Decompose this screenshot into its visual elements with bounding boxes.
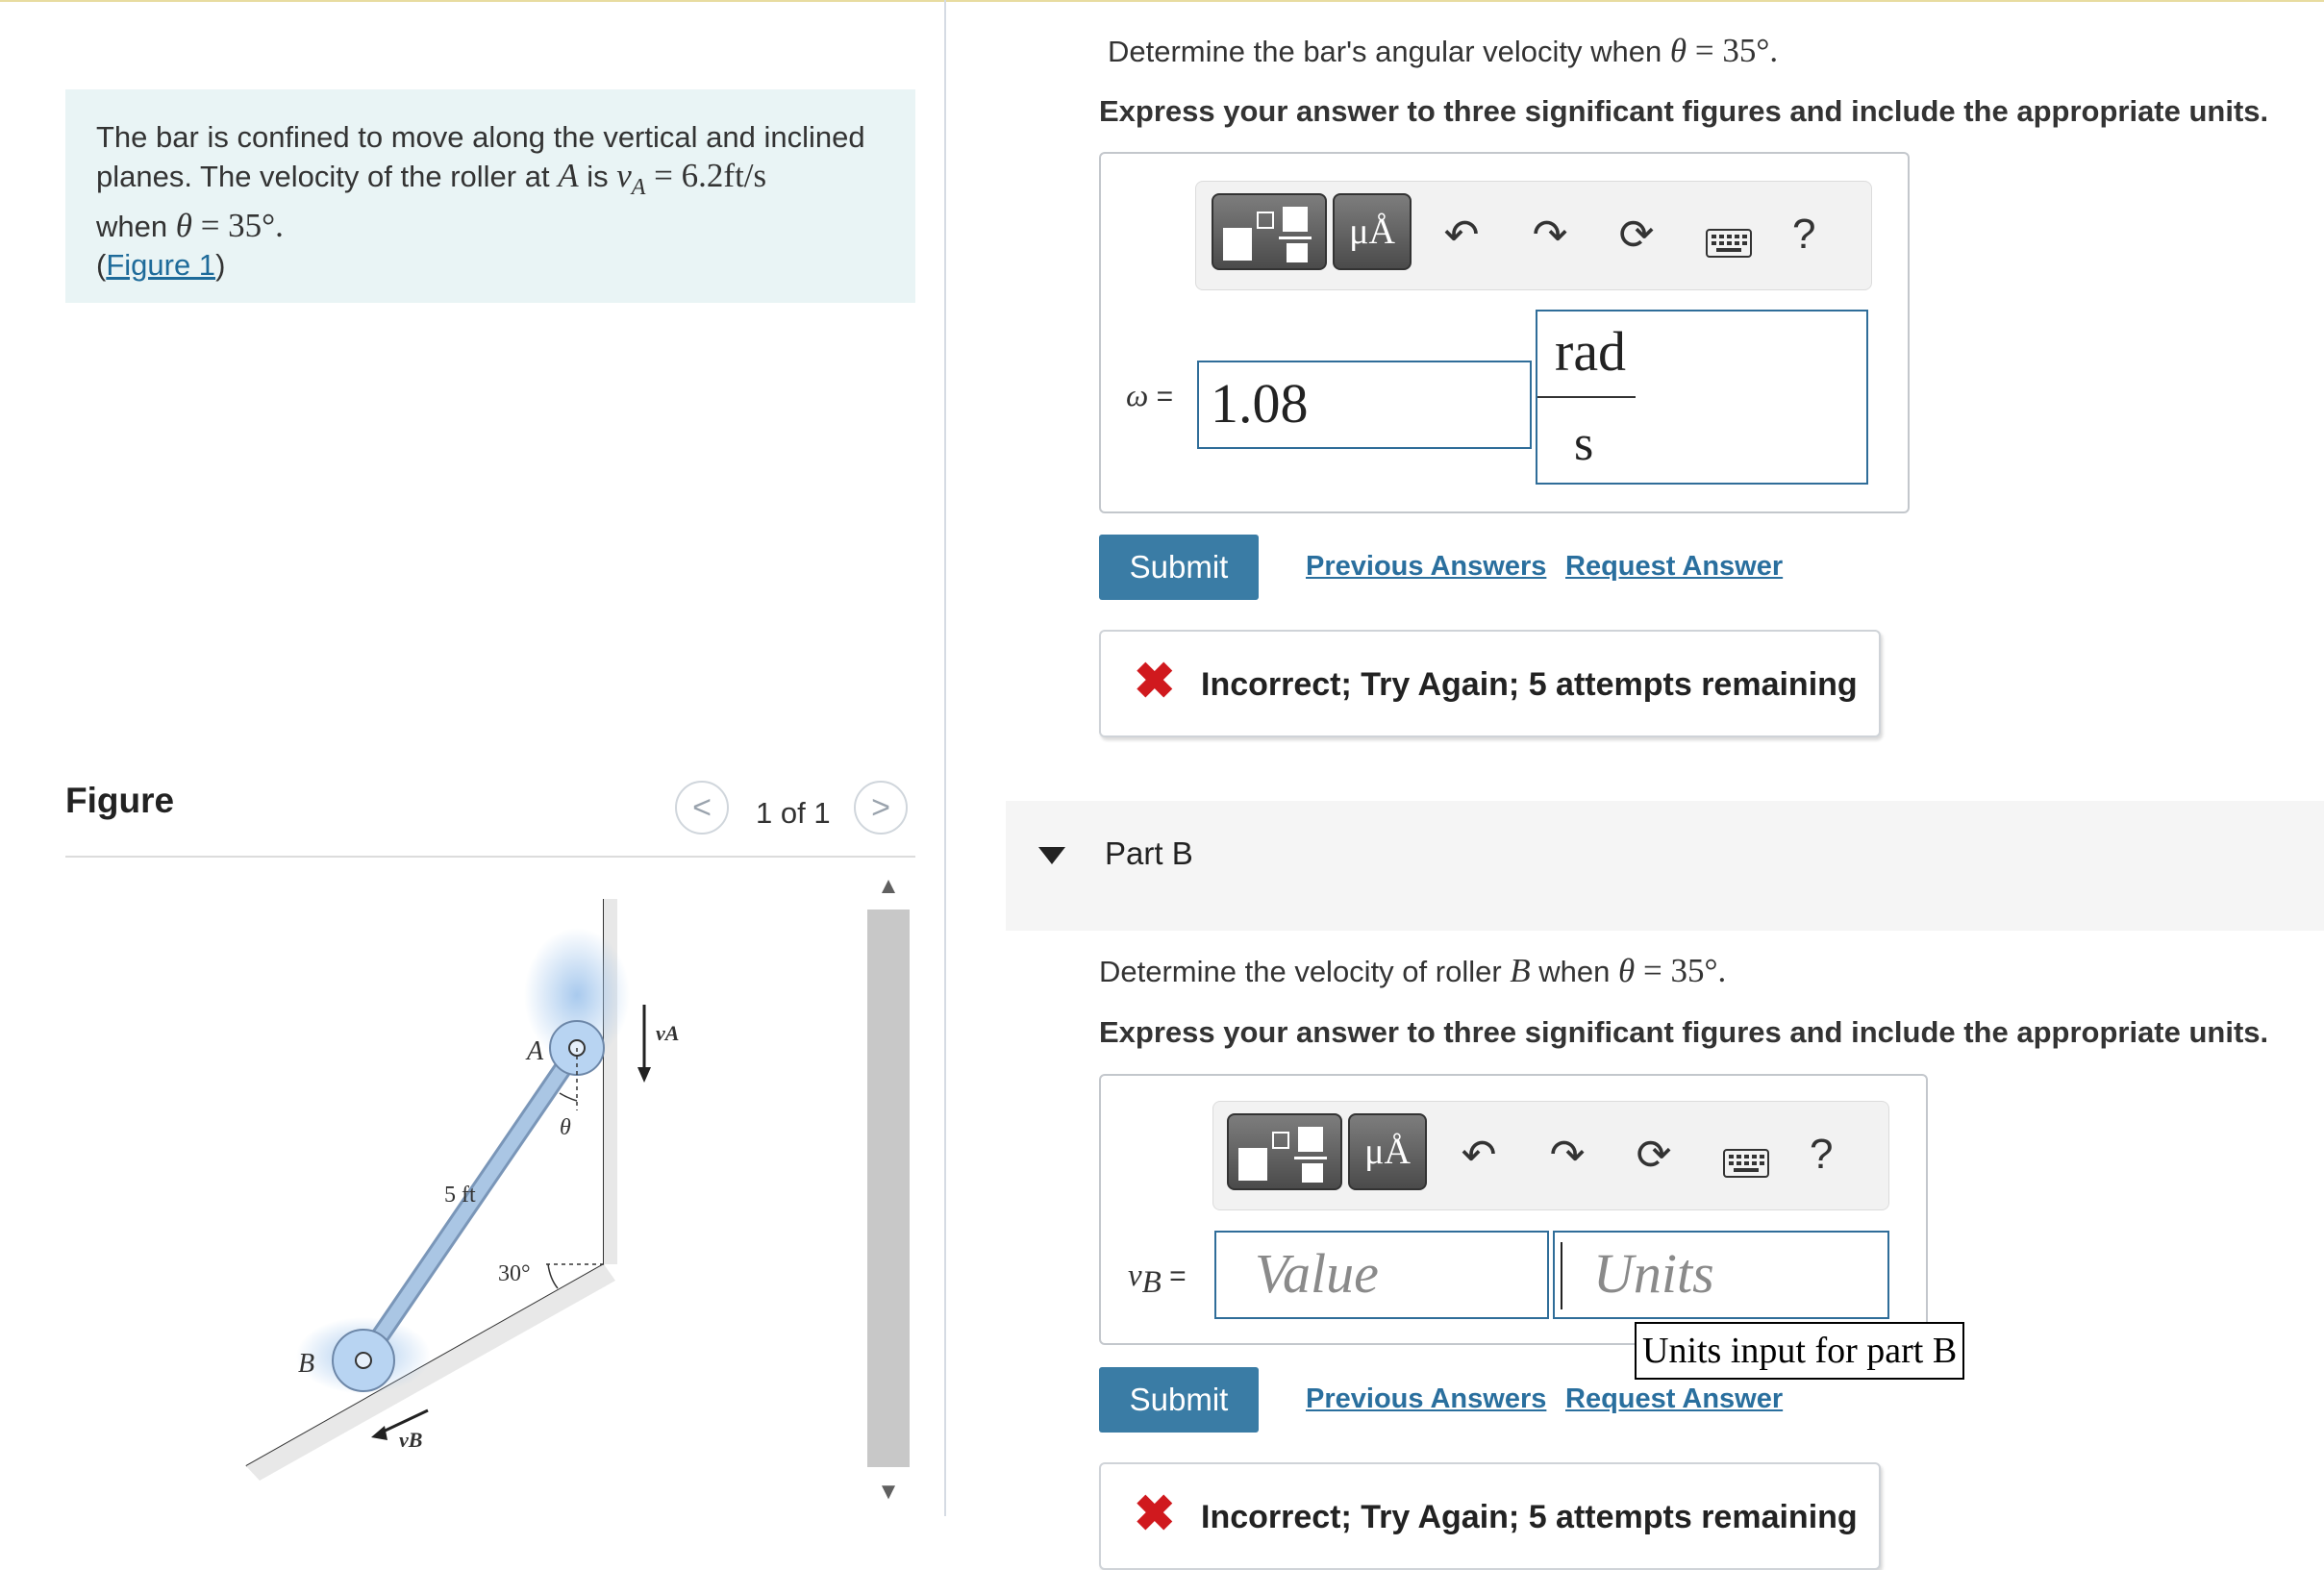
error-x-icon: ✖ xyxy=(1134,1486,1176,1542)
figure-link-line: (Figure 1) xyxy=(96,248,226,282)
part-a-feedback xyxy=(1099,630,1881,737)
units-icon: μÅ xyxy=(1349,212,1395,252)
redo-icon[interactable]: ↷ xyxy=(1532,212,1568,259)
omega-units-input[interactable] xyxy=(1536,310,1868,485)
figure-heading: Figure xyxy=(65,781,175,820)
undo-icon[interactable]: ↶ xyxy=(1443,212,1480,259)
part-a-question: Determine the bar's angular velocity when θ = 35°. xyxy=(1108,32,1779,69)
help-icon[interactable]: ? xyxy=(1792,211,1816,258)
chevron-left-icon: < xyxy=(692,788,712,826)
figure-1-link[interactable]: Figure 1 xyxy=(106,248,216,282)
theta-arc xyxy=(560,1093,577,1101)
figure-scrollbar[interactable] xyxy=(865,865,912,1516)
collapse-triangle-icon[interactable] xyxy=(1038,847,1065,864)
left-pane xyxy=(0,0,944,1516)
part-b-math-toolbar xyxy=(1212,1101,1889,1210)
part-b-instruction: Express your answer to three significant figures and include the appropriate units. xyxy=(1099,1015,2269,1049)
scroll-up-arrow-icon[interactable]: ▲ xyxy=(877,873,900,899)
figure-diagram xyxy=(221,885,702,1485)
problem-line-1: The bar is confined to move along the vertical and inclined xyxy=(96,120,865,154)
keyboard-icon[interactable] xyxy=(1721,1140,1771,1188)
units-button[interactable] xyxy=(1333,193,1412,270)
part-a-request-answer-link[interactable]: Request Answer xyxy=(1565,551,1784,582)
length-label: 5 ft xyxy=(444,1183,476,1208)
part-b-title: Part B xyxy=(1105,835,1193,871)
part-b-feedback-message: Incorrect; Try Again; 5 attempts remaining xyxy=(1201,1499,1858,1535)
va-label: vA xyxy=(656,1021,680,1045)
chevron-right-icon: > xyxy=(871,788,890,826)
undo-icon[interactable]: ↶ xyxy=(1461,1132,1497,1179)
part-a-instruction: Express your answer to three significant figures and include the appropriate units. xyxy=(1099,94,2269,128)
part-b-question: Determine the velocity of roller B when θ = 35°. xyxy=(1099,952,1727,989)
unit-denominator: s xyxy=(1574,416,1594,471)
problem-line-3: when θ = 35°. xyxy=(96,207,284,244)
vb-label: vB xyxy=(399,1428,423,1452)
units-button[interactable] xyxy=(1348,1113,1427,1190)
omega-label: ω = xyxy=(1126,379,1174,413)
templates-icon xyxy=(1213,195,1325,268)
part-a-previous-answers-link[interactable]: Previous Answers xyxy=(1306,551,1547,582)
problem-statement xyxy=(65,89,915,303)
part-a-math-toolbar xyxy=(1195,181,1872,290)
part-b-submit-button[interactable]: Submit xyxy=(1099,1367,1259,1433)
part-b-header[interactable] xyxy=(1006,801,2324,931)
reset-icon[interactable]: ⟳ xyxy=(1618,212,1655,259)
part-a-submit-button[interactable]: Submit xyxy=(1099,535,1259,600)
pin-b xyxy=(356,1353,371,1368)
label-b: B xyxy=(298,1349,315,1379)
vb-value-input[interactable]: Value xyxy=(1214,1231,1549,1319)
part-a-feedback-message: Incorrect; Try Again; 5 attempts remaining xyxy=(1201,666,1858,703)
vb-label: $v_B$ = xyxy=(1128,1258,1187,1300)
angle-arc xyxy=(548,1264,558,1288)
units-icon: μÅ xyxy=(1364,1132,1411,1172)
part-b-previous-answers-link[interactable]: Previous Answers xyxy=(1306,1383,1547,1414)
units-tooltip: Units input for part B xyxy=(1635,1322,1964,1380)
vb-arrow-head xyxy=(371,1426,387,1440)
va-arrow-head xyxy=(637,1067,651,1083)
help-icon[interactable]: ? xyxy=(1810,1131,1834,1178)
scroll-down-arrow-icon[interactable]: ▼ xyxy=(877,1479,900,1505)
figure-pager: 1 of 1 xyxy=(756,796,831,830)
vb-units-input[interactable]: Units xyxy=(1553,1231,1889,1319)
point-a-symbol: A xyxy=(558,157,579,194)
reset-icon[interactable]: ⟳ xyxy=(1636,1132,1672,1179)
part-a-answer-box xyxy=(1099,152,1910,513)
omega-value-input[interactable]: 1.08 xyxy=(1197,361,1532,449)
angle-label: 30° xyxy=(498,1261,531,1286)
prev-figure-button[interactable] xyxy=(675,781,729,835)
part-b-answer-box xyxy=(1099,1074,1928,1345)
part-b-feedback xyxy=(1099,1462,1881,1570)
velocity-a-expression: $v_A = 6.2ft/s$ xyxy=(616,157,767,200)
figure-divider xyxy=(65,856,915,858)
theta-label: θ xyxy=(560,1115,571,1140)
unit-fraction-bar xyxy=(1537,396,1636,398)
templates-icon xyxy=(1229,1115,1340,1188)
templates-button[interactable] xyxy=(1212,193,1327,270)
scroll-thumb[interactable] xyxy=(867,910,910,1467)
next-figure-button[interactable] xyxy=(854,781,908,835)
part-b-request-answer-link[interactable]: Request Answer xyxy=(1565,1383,1784,1414)
problem-line-2: planes. The velocity of the roller at A is $v_A = 6.2ft/s$ xyxy=(96,157,767,200)
templates-button[interactable] xyxy=(1227,1113,1342,1190)
pane-divider xyxy=(944,0,946,1516)
error-x-icon: ✖ xyxy=(1134,654,1176,710)
keyboard-icon[interactable] xyxy=(1704,220,1754,268)
unit-numerator: rad xyxy=(1555,320,1627,383)
redo-icon[interactable]: ↷ xyxy=(1549,1132,1586,1179)
text-caret xyxy=(1561,1242,1562,1309)
label-a: A xyxy=(527,1036,544,1066)
